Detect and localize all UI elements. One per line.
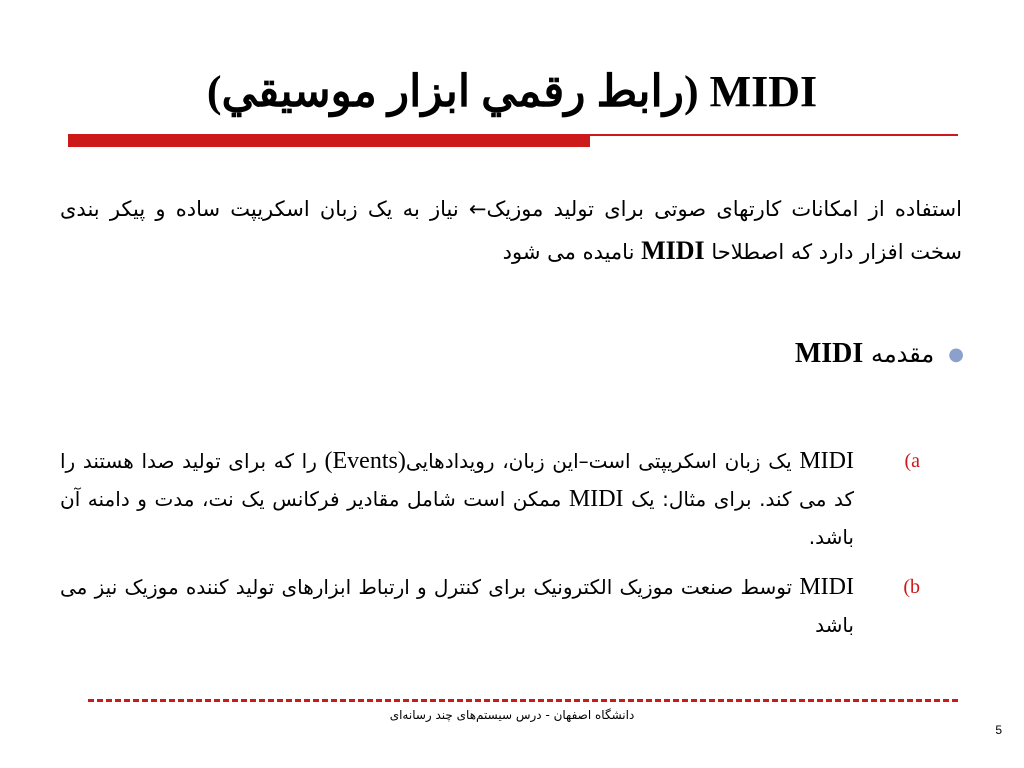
- item-a-text-2: را که برای تولید صدا هستند را کد می کند. برای مثال: یک: [60, 449, 854, 511]
- page-number: 5: [995, 723, 1002, 737]
- bullet-item: [364, 333, 964, 376]
- item-a-term-3: MIDI: [568, 486, 624, 512]
- item-a-term-2: (Events): [324, 448, 406, 474]
- item-marker-a: (a: [904, 450, 920, 472]
- item-a-text-1: یک زبان اسکریپتی است–این زبان، رویدادهایی: [405, 449, 800, 473]
- bullet-label-text: مقدمه: [870, 340, 935, 368]
- item-a-text-3: ممکن است شامل مقادیر فرکانس یک نت، مدت و دامنه آن باشد.: [60, 487, 854, 549]
- footer-course-title: دانشگاه اصفهان - درس سیستم‌های چند رسانه‌ای: [389, 708, 635, 722]
- item-text-b: [60, 568, 854, 644]
- item-marker-b: (b: [903, 576, 920, 598]
- intro-text-1: استفاده از امکانات کارتهای صوتی برای تولید موزیک: [486, 197, 962, 221]
- item-a-term-1: MIDI: [799, 448, 854, 474]
- midi-term: MIDI: [641, 236, 705, 265]
- list-item-a: [60, 442, 920, 556]
- slide-title: (رابط رقمي ابزار موسيقي) MIDI: [206, 67, 818, 116]
- bullet-term: MIDI: [794, 338, 864, 369]
- footer-divider: [88, 699, 958, 702]
- item-text-a: [60, 442, 854, 556]
- title-accent-bar: [68, 136, 590, 147]
- item-b-text-1: توسط صنعت موزیک الکترونیک برای کنترل و ارتباط ابزارهای تولید کننده موزیک نیز می باشد: [60, 575, 854, 637]
- bullet-dot-icon: ●: [948, 344, 964, 365]
- item-b-term-1: MIDI: [799, 574, 854, 600]
- intro-paragraph: [60, 188, 962, 273]
- bullet-label: [795, 340, 934, 368]
- intro-text-3: نامیده می شود: [502, 240, 642, 264]
- arrow-glyph: ←: [468, 197, 487, 221]
- list-item-b: [60, 568, 920, 644]
- intro-text-2: نیاز به یک زبان اسکریپت ساده و پیکر بندی سخت افزار دارد که اصطلاحا: [60, 197, 962, 264]
